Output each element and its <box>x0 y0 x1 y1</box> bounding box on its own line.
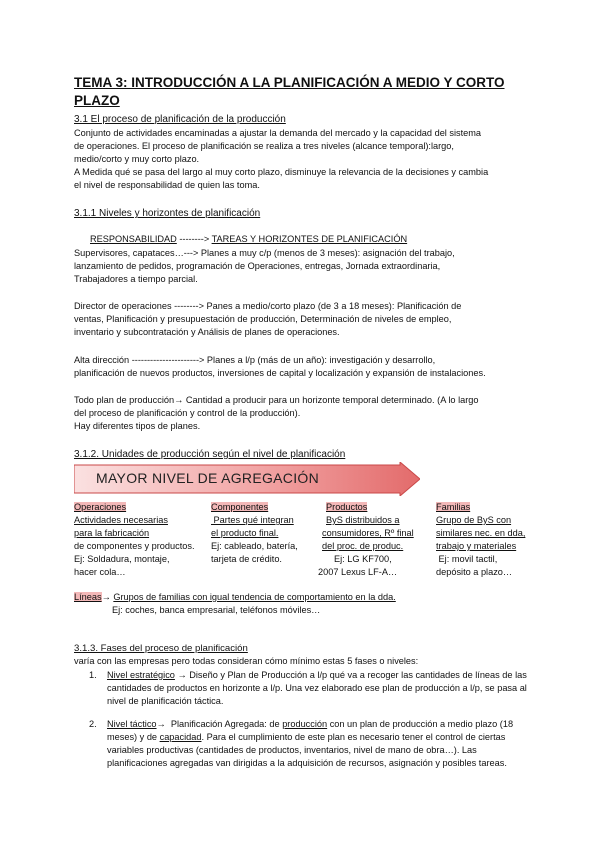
col-productos-title <box>326 501 367 514</box>
col1-line: Ej: Soldadura, montaje, <box>74 554 170 564</box>
col4-line: trabajo y materiales <box>436 541 517 551</box>
block4-line: Hay diferentes tipos de planes. <box>74 421 201 431</box>
nivel-estrategico-label: Nivel estratégico <box>107 670 175 680</box>
tareas-label: TAREAS Y HORIZONTES DE PLANIFICACIÓN <box>211 234 408 244</box>
item1-line: → Diseño y Plan de Producción a l/p qué va a recoger las cantidades de líneas de las <box>174 670 527 680</box>
col1-line: hacer cola… <box>74 567 126 577</box>
block2-line: ventas, Planificación y presupuestación de producción, Determinación de niveles de empleo, <box>74 314 452 324</box>
item2-second-line <box>107 731 505 744</box>
col-familias-title <box>436 501 470 514</box>
produccion-term: producción <box>282 719 328 729</box>
capacidad-term: capacidad <box>159 732 202 742</box>
item2-first-line <box>107 718 513 731</box>
block3-line: Alta dirección ----------------------> Planes a l/p (más de un año): investigación y desarrollo, <box>74 355 436 365</box>
block1-line: lanzamiento de pedidos, programación de Operaciones, entregas, Jornada extraordinaria, <box>74 261 441 271</box>
col-componentes-title <box>211 501 268 514</box>
s31-line: de operaciones. El proceso de planificación se realiza a tres niveles (alcance temporal):largo, <box>74 141 454 151</box>
col2-line: el producto final. <box>211 528 279 538</box>
s31-line: el nivel de responsabilidad de quien las toma. <box>74 180 260 190</box>
item1-line: nivel de planificación táctica. <box>107 696 224 706</box>
componentes-label: Componentes <box>211 502 269 512</box>
productos-label: Productos <box>326 502 368 512</box>
page-title-line1: TEMA 3: INTRODUCCIÓN A LA PLANIFICACIÓN A MEDIO Y CORTO <box>74 75 505 90</box>
col4-line: similares nec. en dda, <box>436 528 526 538</box>
col1-line: para la fabricación <box>74 528 150 538</box>
page-title-line2: PLAZO <box>74 93 120 108</box>
resp-arrow: --------> <box>176 234 212 244</box>
col4-line: Grupo de ByS con <box>436 515 512 525</box>
lineas-label: Líneas <box>74 592 102 602</box>
col2-line: Partes qué integran <box>211 515 294 525</box>
lineas-def: Grupos de familias con igual tendencia de comportamiento en la dda. <box>113 592 396 602</box>
familias-label: Familias <box>436 502 471 512</box>
item2-line: planificaciones agregadas van dirigidas a la adquisición de recursos, asignación y posibles tareas. <box>107 758 507 768</box>
list-number: 1. <box>89 670 97 680</box>
col4-line: depósito a plazo… <box>436 567 513 577</box>
lineas-arrow: → <box>101 592 114 602</box>
block3-line: planificación de nuevos productos, inversiones de capital y localización y expansión de instalaciones. <box>74 368 486 378</box>
item2-text: . Para el cumplimiento de este plan es necesario tener el control de ciertas <box>201 732 506 742</box>
col3-line: Ej: LG KF700, <box>334 554 392 564</box>
item2-text: → Planificación Agregada: de <box>156 719 283 729</box>
nivel-tactico-label: Nivel táctico <box>107 719 157 729</box>
item2-line: variables productivas (cantidades de productos, inventarios, nivel de mano de obra…). Las <box>107 745 477 755</box>
lineas-example: Ej: coches, banca empresarial, teléfonos móviles… <box>112 605 321 615</box>
item1-first-line <box>107 669 527 682</box>
responsabilidad-label: RESPONSABILIDAD <box>90 234 177 244</box>
item1-line: cantidades de productos en horizonte a l/p. Una vez elaborado ese plan de producción a l/p, se pasa al <box>107 683 527 693</box>
block1-line: Supervisores, capataces…---> Planes a muy c/p (menos de 3 meses): asignación del trabajo, <box>74 248 455 258</box>
col1-line: Actividades necesarias <box>74 515 168 525</box>
list-number: 2. <box>89 719 97 729</box>
block2-line: Director de operaciones --------> Panes a medio/corto plazo (de 3 a 18 meses): Planificación de <box>74 301 462 311</box>
col1-line: de componentes y productos. <box>74 541 195 551</box>
col2-line: Ej: cableado, batería, <box>211 541 298 551</box>
section-3-1-3-heading: 3.1.3. Fases del proceso de planificación <box>74 643 248 654</box>
col-operaciones-title <box>74 501 126 514</box>
section-3-1-heading: 3.1 El proceso de planificación de la producción <box>74 114 286 125</box>
s31-line: medio/corto y muy corto plazo. <box>74 154 200 164</box>
lineas-row <box>74 591 396 604</box>
operaciones-label: Operaciones <box>74 502 127 512</box>
item2-text: con un plan de producción a medio plazo (18 <box>327 719 514 729</box>
block1-line: Trabajadores a tiempo parcial. <box>74 274 198 284</box>
col2-line: tarjeta de crédito. <box>211 554 282 564</box>
section-3-1-1-heading: 3.1.1 Niveles y horizontes de planificación <box>74 208 261 219</box>
col3-line: consumidores, Rº final <box>322 528 414 538</box>
s31-line: Conjunto de actividades encaminadas a ajustar la demanda del mercado y la capacidad del sistema <box>74 128 482 138</box>
item2-text: meses) y de <box>107 732 160 742</box>
col4-line: Ej: movil tactil, <box>436 554 498 564</box>
block4-line: del proceso de planificación y control de la producción). <box>74 408 301 418</box>
col3-line: ByS distribuidos a <box>326 515 400 525</box>
responsabilidad-row <box>90 233 407 246</box>
aggregation-arrow-label: MAYOR NIVEL DE AGREGACIÓN <box>96 470 319 486</box>
col3-line: 2007 Lexus LF-A… <box>318 567 398 577</box>
section-3-1-2-heading: 3.1.2. Unidades de producción según el nivel de planificación <box>74 449 346 460</box>
block4-line: Todo plan de producción→ Cantidad a producir para un horizonte temporal determinado. (A lo largo <box>74 395 479 405</box>
s313-intro: varía con las empresas pero todas consideran cómo mínimo estas 5 fases o niveles: <box>74 656 419 666</box>
block2-line: inventario y subcontratación y Análisis de planes de operaciones. <box>74 327 340 337</box>
col3-line: del proc. de produc. <box>322 541 404 551</box>
s31-line: A Medida qué se pasa del largo al muy corto plazo, disminuye la relevancia de la decisiones y cambia <box>74 167 489 177</box>
